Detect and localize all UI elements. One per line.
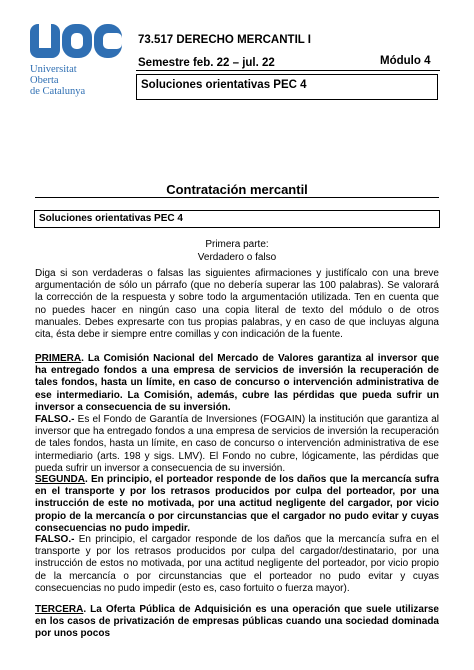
question-statement: En principio, el porteador responde de los daños que la mercancía sufra en el transporte y por los retrasos producidos por culpa del porteador, por una instrucción de este no motivada, por una actitud negligente del cargador, por vicio propio de la mercancía o por circunstancias que el cargador no pudo evitar y cuyas consecuencias no pudo impedir. — [35, 474, 439, 534]
document-title: Contratación mercantil — [166, 182, 308, 197]
question-label: PRIMERA — [35, 353, 82, 364]
answer-text: En principio, el cargador responde de los daños que la mercancía sufra en el transporte y por los retrasos producidos por culpa del cargador/destinatario, por una instrucción de estos no motivada, por una actitud negligente del porteador, por vicio propio de la mercancía o por circunstancias que el porteador no pudo evitar y cuyas consecuencias no pudo impedir (esto es, caso fortuito o fuerza mayor). — [35, 534, 439, 594]
part-subtitle: Verdadero o falso — [197, 252, 277, 263]
part-heading — [0, 238, 474, 264]
question-paragraph: TERCERA. La Oferta Pública de Adquisición es una operación que suele utilizarse en los casos de privatización de empresas públicas cuando una sociedad dominada por unos pocos — [35, 604, 439, 640]
answer-label: FALSO.- — [35, 534, 75, 545]
logo-line: de Catalunya — [30, 86, 86, 97]
question-paragraph: SEGUNDA. En principio, el porteador responde de los daños que la mercancía sufra en el transporte y por los retrasos producidos por culpa del porteador, por una instrucción de este no motivada, por una actitud negligente del cargador, por vicio propio de la mercancía o por circunstancias que el cargador no pudo evitar y cuyas consecuencias no pudo impedir. — [35, 474, 439, 534]
answer-label: FALSO.- — [35, 414, 75, 425]
course-title: 73.517 DERECHO MERCANTIL I — [138, 34, 311, 46]
header-divider — [136, 70, 440, 71]
answer-paragraph — [35, 414, 439, 475]
module-label: Módulo 4 — [380, 55, 431, 67]
section-box — [34, 210, 440, 228]
answer-text: Es el Fondo de Garantía de Inversiones (FOGAIN) la institución que garantiza al inversor que ha entregado fondos a una empresa de servicios de inversión la recuperación de tales fondos, hasta un límite, en caso de concurso o intervención administrativa de ese intermediario (arts. 198 y sigs. LMV). El Fondo no cubre, lógicamente, las pérdidas que pueda sufrir un inversor a consecuencia de su inversión. — [35, 414, 439, 474]
semester: Semestre feb. 22 – jul. 22 — [138, 57, 275, 69]
subtitle-box — [136, 74, 438, 100]
logo-line: Universitat — [30, 64, 77, 75]
question-label: SEGUNDA — [35, 474, 86, 485]
subtitle: Soluciones orientativas PEC 4 — [141, 79, 307, 91]
question-statement: La Comisión Nacional del Mercado de Valores garantiza al inversor que ha entregado fondos a una empresa de servicios de inversión la recuperación de tales fondos, hasta un límite, en caso de concurso o intervención administrativa de ese intermediario. La Comisión, además, cubre las pérdidas que pueda sufrir un inversor a consecuencia de su inversión. — [35, 353, 440, 413]
question-statement: La Oferta Pública de Adquisición es una operación que suele utilizarse en los casos de privatización de empresas públicas cuando una sociedad dominada por unos pocos — [35, 604, 439, 640]
title-divider — [35, 197, 439, 198]
question-paragraph: PRIMERA. La Comisión Nacional del Mercado de Valores garantiza al inversor que ha entregado fondos a una empresa de servicios de inversión la recuperación de tales fondos, hasta un límite, en caso de concurso o intervención administrativa de ese intermediario. La Comisión, además, cubre las pérdidas que pueda sufrir un inversor a consecuencia de su inversión. — [35, 353, 440, 413]
section-label: Soluciones orientativas PEC 4 — [39, 213, 183, 224]
instructions-paragraph: Diga si son verdaderas o falsas las siguientes afirmaciones y justifícalo con una breve argumentación de sólo un párrafo (que no debería superar las 100 palabras). Se valorará la corrección de la respuesta y sobre todo la argumentación utilizada. Ten en cuenta que no puedes hacer en ningún caso una copia literal de texto del módulo o de otros manuales. Debes expresarte con tus propias palabras, y en caso de que incluyas alguna cita, ésta debe ir siempre entre comillas y con indicación de la fuente. — [35, 268, 439, 341]
question-label: TERCERA — [35, 604, 84, 615]
logo-wordmark — [30, 64, 140, 97]
answer-paragraph — [35, 534, 439, 595]
uoc-logo-mark — [30, 22, 122, 60]
logo-line: Oberta — [30, 75, 59, 86]
part-title: Primera parte: — [205, 239, 269, 250]
